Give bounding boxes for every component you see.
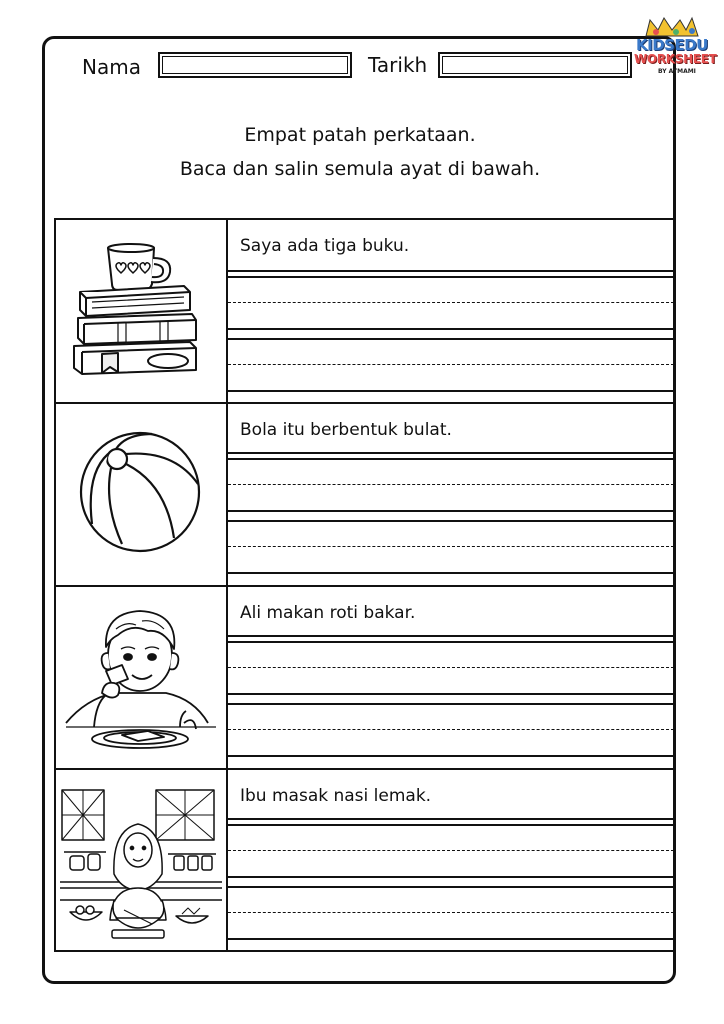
sentence-text: Saya ada tiga buku. [240, 236, 410, 256]
writing-line-top [228, 635, 674, 637]
picture-cell [56, 587, 228, 768]
sentence-text: Ibu masak nasi lemak. [240, 786, 432, 806]
writing-line-base [228, 876, 674, 878]
writing-line-dashed[interactable] [228, 667, 674, 668]
exercise-table [54, 218, 676, 952]
writing-line-dashed[interactable] [228, 484, 674, 485]
writing-line-top [228, 270, 674, 272]
writing-line-base [228, 328, 674, 330]
writing-line-top [228, 641, 674, 643]
sentence-text: Bola itu berbentuk bulat. [240, 420, 452, 440]
writing-line-base [228, 390, 674, 392]
writing-line-top [228, 703, 674, 705]
mother-cooking-picture [56, 770, 226, 952]
boy-eating-toast-picture [56, 587, 226, 767]
logo-text-worksheet: WORKSHEET [634, 52, 717, 66]
instruction-line-1: Empat patah perkataan. [244, 124, 476, 146]
writing-line-base [228, 693, 674, 695]
picture-cell [56, 404, 228, 585]
writing-line-base [228, 572, 674, 574]
books-with-mug-picture [56, 220, 226, 400]
name-field[interactable] [158, 52, 352, 78]
writing-line-dashed[interactable] [228, 850, 674, 851]
picture-cell [56, 220, 228, 402]
writing-line-top [228, 338, 674, 340]
name-label: Nama [82, 55, 141, 79]
writing-line-top [228, 824, 674, 826]
writing-line-top [228, 818, 674, 820]
sentence-text: Ali makan roti bakar. [240, 603, 416, 623]
writing-line-base [228, 938, 674, 940]
date-label: Tarikh [368, 53, 428, 77]
writing-line-dashed[interactable] [228, 729, 674, 730]
writing-line-dashed[interactable] [228, 302, 674, 303]
writing-line-base [228, 755, 674, 757]
beach-ball-picture [56, 404, 226, 584]
picture-cell [56, 770, 228, 950]
writing-line-top [228, 886, 674, 888]
writing-line-base [228, 510, 674, 512]
exercise-row-4 [56, 768, 674, 950]
logo-text-kidsedu: KIDSEDU [636, 36, 708, 54]
logo-crown-graphic [632, 14, 720, 38]
exercise-row-2 [56, 402, 674, 585]
writing-line-top [228, 276, 674, 278]
writing-line-dashed[interactable] [228, 364, 674, 365]
logo-text-author: BY AYMAMI [658, 68, 696, 75]
writing-line-top [228, 520, 674, 522]
exercise-row-1 [56, 220, 674, 402]
writing-line-top [228, 458, 674, 460]
date-field[interactable] [438, 52, 632, 78]
writing-line-dashed[interactable] [228, 546, 674, 547]
writing-line-top [228, 452, 674, 454]
instruction-line-2: Baca dan salin semula ayat di bawah. [179, 158, 541, 180]
kidsedu-logo [632, 14, 720, 76]
exercise-row-3 [56, 585, 674, 768]
writing-line-dashed[interactable] [228, 912, 674, 913]
